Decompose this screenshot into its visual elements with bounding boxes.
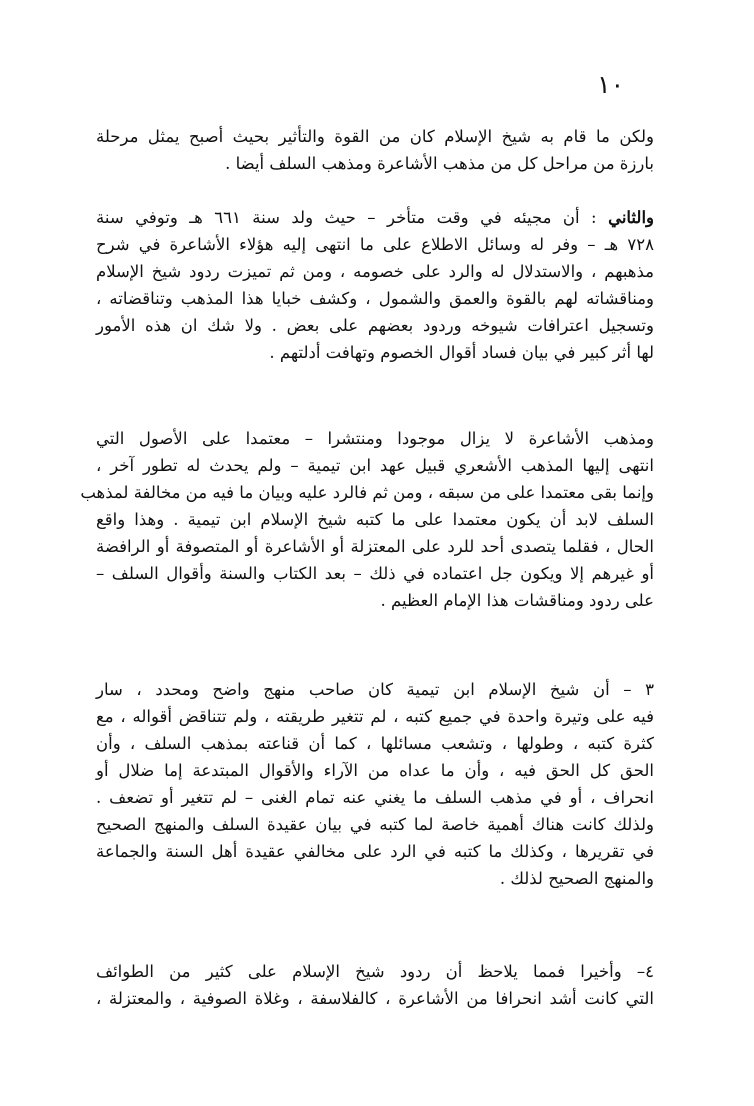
text-line: التي كانت أشد انحرافا من الأشاعرة ، كالفلاسفة ، وغلاة الصوفية ، والمعتزلة ، (96, 989, 654, 1008)
text-line: في تقريرها ، وكذلك ما كتبه في الرد على مخالفي عقيدة أهل السنة والجماعة (96, 842, 654, 861)
text-line: فيه على وتيرة واحدة في جميع كتبه ، لم تتغير طريقته ، ولم تتناقض أقواله ، مع (96, 707, 654, 726)
text-line: لها أثر كبير في بيان فساد أقوال الخصوم وتهافت أدلتهم . (269, 343, 654, 362)
paragraph-4 (96, 676, 654, 892)
text-line: السلف لابد أن يكون معتمدا على ما كتبه شيخ الإسلام ابن تيمية . وهذا واقع (96, 510, 654, 529)
text-line-rest: : أن مجيئه في وقت متأخر – حيث ولد سنة ٦٦١ هـ وتوفي سنة (96, 208, 597, 227)
text-line: أو غيرهم إلا ويكون جل اعتماده في ذلك – بعد الكتاب والسنة وأقوال السلف – (96, 564, 654, 583)
text-line: مذهبهم ، والاستدلال له والرد على خصومه ، ومن ثم تميزت ردود شيخ الإسلام (96, 262, 654, 281)
paragraph-2 (96, 204, 654, 366)
text-line: على ردود ومناقشات هذا الإمام العظيم . (380, 591, 654, 610)
text-line: انحراف ، أو في مذهب السلف ما يغني عنه تمام الغنى – لم تتغير أو تضعف . (96, 788, 654, 807)
text-line: وإنما بقى معتمدا على من سبقه ، ومن ثم فالرد عليه وبيان ما فيه من مخالفة لمذهب (80, 483, 654, 502)
text-line (96, 204, 654, 231)
page-number: ١٠ (597, 70, 624, 99)
text-line: ٤– وأخيرا فمما يلاحظ أن ردود شيخ الإسلام على كثير من الطوائف (96, 962, 654, 981)
text-line: ومناقشاته لهم بالقوة والعمق والشمول ، وكشف خبايا هذا المذهب وتناقضاته ، (96, 289, 654, 308)
text-line: ولذلك كانت هناك أهمية خاصة لما كتبه في بيان عقيدة السلف والمنهج الصحيح (96, 815, 654, 834)
text-line: انتهى إليها المذهب الأشعري قبيل عهد ابن تيمية – ولم يحدث له تطور آخر ، (96, 456, 654, 475)
paragraph-lead-word: والثاني (608, 208, 654, 227)
paragraph-1 (96, 123, 654, 177)
text-line: ٣ – أن شيخ الإسلام ابن تيمية كان صاحب منهج واضح ومحدد ، سار (96, 680, 654, 699)
paragraph-3 (80, 425, 654, 614)
text-line: كثرة كتبه ، وطولها ، وتشعب مسائلها ، كما أن قناعته بمذهب السلف ، وأن (96, 734, 654, 753)
paragraph-5 (96, 958, 654, 1012)
text-line: الحق كل الحق فيه ، وأن ما عداه من الآراء والأقوال المبتدعة إما ضلال أو (96, 761, 654, 780)
text-line: بارزة من مراحل كل من مذهب الأشاعرة ومذهب السلف أيضا . (225, 154, 654, 173)
text-line: ٧٢٨ هـ – وفر له وسائل الاطلاع على ما انتهى إليه هؤلاء الأشاعرة في شرح (96, 235, 654, 254)
text-line: ولكن ما قام به شيخ الإسلام كان من القوة والتأثير بحيث أصبح يمثل مرحلة (96, 127, 654, 146)
text-line: وتسجيل اعترافات شيوخه وردود بعضهم على بعض . ولا شك ان هذه الأمور (96, 316, 654, 335)
text-line: الحال ، فقلما يتصدى أحد للرد على المعتزلة أو الأشاعرة أو المتصوفة أو الرافضة (96, 537, 654, 556)
text-line: ومذهب الأشاعرة لا يزال موجودا ومنتشرا – معتمدا على الأصول التي (96, 429, 654, 448)
text-line: والمنهج الصحيح لذلك . (499, 869, 654, 888)
